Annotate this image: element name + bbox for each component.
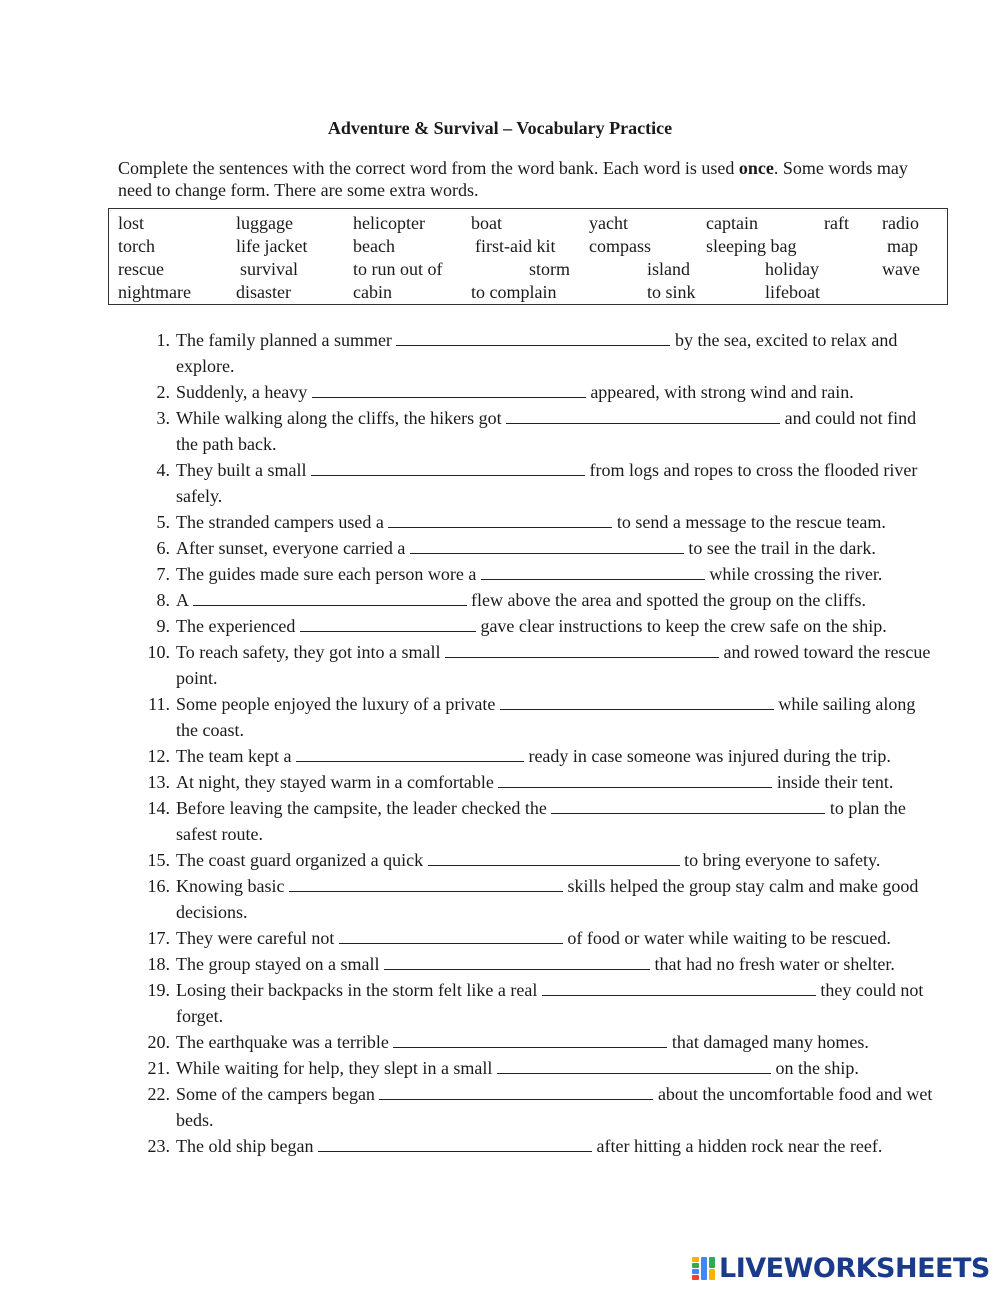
word-bank-word: beach xyxy=(353,236,395,256)
question-text-end: that had no fresh water or shelter. xyxy=(654,954,895,974)
question-text: The stranded campers used a xyxy=(176,512,384,532)
question-number: 21. xyxy=(147,1058,170,1078)
question-text: A xyxy=(176,590,189,610)
question-text: The team kept a xyxy=(176,746,292,766)
question-21 xyxy=(140,1055,940,1081)
page-title: Adventure & Survival – Vocabulary Practice xyxy=(327,118,673,138)
question-number: 14. xyxy=(147,798,170,818)
question-number: 22. xyxy=(147,1084,170,1104)
question-10 xyxy=(140,639,940,691)
answer-blank[interactable] xyxy=(384,954,650,970)
question-text: The coast guard organized a quick xyxy=(176,850,424,870)
question-text-end: flew above the area and spotted the group on the cliffs. xyxy=(471,590,867,610)
question-text-end: while crossing the river. xyxy=(709,564,883,584)
question-number: 12. xyxy=(147,746,170,766)
question-text-end: about the uncomfortable food and wet beds. xyxy=(176,1084,933,1130)
answer-blank[interactable] xyxy=(296,746,524,762)
question-number: 6. xyxy=(156,538,170,558)
question-19 xyxy=(140,977,940,1029)
word-bank-word: to sink xyxy=(647,282,696,302)
question-number: 19. xyxy=(147,980,170,1000)
answer-blank[interactable] xyxy=(500,694,774,710)
answer-blank[interactable] xyxy=(542,980,816,996)
word-bank-word: island xyxy=(647,259,690,279)
answer-blank[interactable] xyxy=(339,928,563,944)
question-number: 11. xyxy=(148,694,170,714)
question-17 xyxy=(140,925,940,951)
instructions xyxy=(118,157,918,201)
question-text: Before leaving the campsite, the leader checked the xyxy=(176,798,547,818)
question-text-end: to send a message to the rescue team. xyxy=(616,512,886,532)
question-text-end: and rowed toward the rescue point. xyxy=(176,642,931,688)
question-6 xyxy=(140,535,940,561)
question-number: 3. xyxy=(156,408,170,428)
word-bank-word: luggage xyxy=(236,213,293,233)
question-text: Some people enjoyed the luxury of a private xyxy=(176,694,496,714)
question-23 xyxy=(140,1133,940,1159)
question-text: Knowing basic xyxy=(176,876,285,896)
word-bank-word: captain xyxy=(706,213,758,233)
answer-blank[interactable] xyxy=(498,772,772,788)
logo-block xyxy=(709,1269,715,1280)
liveworksheets-logo-icon xyxy=(692,1256,716,1282)
question-3 xyxy=(140,405,940,457)
word-bank-word: lost xyxy=(118,213,145,233)
question-14 xyxy=(140,795,940,847)
word-bank-row xyxy=(109,259,947,281)
word-bank-row xyxy=(109,213,947,235)
question-12 xyxy=(140,743,940,769)
answer-blank[interactable] xyxy=(318,1136,592,1152)
question-13 xyxy=(140,769,940,795)
question-text-end: ready in case someone was injured during the trip. xyxy=(528,746,891,766)
question-number: 15. xyxy=(147,850,170,870)
question-7 xyxy=(140,561,940,587)
question-text-end: that damaged many homes. xyxy=(671,1032,869,1052)
answer-blank[interactable] xyxy=(388,512,612,528)
logo-block xyxy=(701,1257,707,1280)
instructions-text-end: . Some words may need to change form. There are some extra words. xyxy=(118,158,908,200)
question-text: While walking along the cliffs, the hikers got xyxy=(176,408,502,428)
question-15 xyxy=(140,847,940,873)
question-text: While waiting for help, they slept in a small xyxy=(176,1058,493,1078)
word-bank-word: compass xyxy=(589,236,651,256)
logo-block xyxy=(692,1269,699,1274)
question-text-end: of food or water while waiting to be rescued. xyxy=(567,928,891,948)
instructions-emphasis: once xyxy=(738,158,774,178)
question-number: 23. xyxy=(147,1136,170,1156)
question-text-end: to plan the safest route. xyxy=(176,798,906,844)
question-text-end: to see the trail in the dark. xyxy=(688,538,876,558)
question-number: 4. xyxy=(156,460,170,480)
question-text: The guides made sure each person wore a xyxy=(176,564,477,584)
question-text-end: inside their tent. xyxy=(776,772,894,792)
question-number: 10. xyxy=(147,642,170,662)
question-text-end: while sailing along the coast. xyxy=(176,694,916,740)
word-bank-word: rescue xyxy=(118,259,164,279)
question-1 xyxy=(140,327,940,379)
answer-blank[interactable] xyxy=(551,798,825,814)
word-bank-word: torch xyxy=(118,236,155,256)
question-11 xyxy=(140,691,940,743)
word-bank-word: cabin xyxy=(353,282,392,302)
logo-text: LIVEWORKSHEETS xyxy=(719,1253,990,1284)
question-text-end: from logs and ropes to cross the flooded river safely. xyxy=(176,460,918,506)
word-bank-word: to run out of xyxy=(353,259,443,279)
question-text: Suddenly, a heavy xyxy=(176,382,308,402)
word-bank-word: radio xyxy=(882,213,919,233)
word-bank-word: survival xyxy=(240,259,298,279)
question-text-end: on the ship. xyxy=(775,1058,859,1078)
question-text: They were careful not xyxy=(176,928,335,948)
answer-blank[interactable] xyxy=(497,1058,771,1074)
question-number: 9. xyxy=(156,616,170,636)
question-20 xyxy=(140,1029,940,1055)
question-number: 17. xyxy=(147,928,170,948)
question-text: Some of the campers began xyxy=(176,1084,375,1104)
question-number: 8. xyxy=(156,590,170,610)
question-text: Losing their backpacks in the storm felt like a real xyxy=(176,980,538,1000)
answer-blank[interactable] xyxy=(312,382,586,398)
answer-blank[interactable] xyxy=(300,616,476,632)
word-bank-word: storm xyxy=(529,259,571,279)
word-bank-word: holiday xyxy=(765,259,819,279)
question-9 xyxy=(140,613,940,639)
question-18 xyxy=(140,951,940,977)
word-bank-word: sleeping bag xyxy=(706,236,797,256)
liveworksheets-logo[interactable] xyxy=(692,1254,990,1284)
question-number: 20. xyxy=(147,1032,170,1052)
question-text: The family planned a summer xyxy=(176,330,392,350)
question-2 xyxy=(140,379,940,405)
word-bank-word: to complain xyxy=(471,282,557,302)
answer-blank[interactable] xyxy=(506,408,780,424)
instructions-text: Complete the sentences with the correct word from the word bank. Each word is used xyxy=(118,158,739,178)
question-text: To reach safety, they got into a small xyxy=(176,642,441,662)
question-text-end: appeared, with strong wind and rain. xyxy=(590,382,854,402)
answer-blank[interactable] xyxy=(396,330,670,346)
word-bank-word: first-aid kit xyxy=(475,236,556,256)
question-number: 16. xyxy=(147,876,170,896)
word-bank xyxy=(108,208,948,305)
word-bank-word: map xyxy=(887,236,918,256)
question-number: 7. xyxy=(156,564,170,584)
logo-block xyxy=(709,1257,715,1268)
question-number: 1. xyxy=(156,330,170,350)
question-text-end: to bring everyone to safety. xyxy=(684,850,881,870)
question-22 xyxy=(140,1081,940,1133)
word-bank-word: disaster xyxy=(236,282,291,302)
question-text-end: they could not forget. xyxy=(176,980,924,1026)
logo-block xyxy=(692,1263,699,1268)
answer-blank[interactable] xyxy=(289,876,563,892)
question-number: 5. xyxy=(156,512,170,532)
question-text-end: by the sea, excited to relax and explore. xyxy=(176,330,898,376)
answer-blank[interactable] xyxy=(379,1084,653,1100)
answer-blank[interactable] xyxy=(311,460,585,476)
answer-blank[interactable] xyxy=(428,850,680,866)
logo-block xyxy=(692,1257,699,1262)
question-text: The experienced xyxy=(176,616,296,636)
word-bank-word: nightmare xyxy=(118,282,191,302)
question-text: The old ship began xyxy=(176,1136,314,1156)
word-bank-row xyxy=(109,236,947,258)
answer-blank[interactable] xyxy=(410,538,684,554)
answer-blank[interactable] xyxy=(481,564,705,580)
answer-blank[interactable] xyxy=(445,642,719,658)
question-text-end: and could not find the path back. xyxy=(176,408,917,454)
question-text: After sunset, everyone carried a xyxy=(176,538,406,558)
word-bank-word: life jacket xyxy=(236,236,308,256)
word-bank-word: yacht xyxy=(589,213,628,233)
word-bank-word: raft xyxy=(824,213,849,233)
word-bank-row xyxy=(109,282,947,304)
question-5 xyxy=(140,509,940,535)
word-bank-word: wave xyxy=(882,259,920,279)
question-16 xyxy=(140,873,940,925)
answer-blank[interactable] xyxy=(193,590,467,606)
answer-blank[interactable] xyxy=(393,1032,667,1048)
question-text-end: skills helped the group stay calm and make good decisions. xyxy=(176,876,919,922)
question-text: The earthquake was a terrible xyxy=(176,1032,389,1052)
question-number: 2. xyxy=(156,382,170,402)
word-bank-word: helicopter xyxy=(353,213,425,233)
question-number: 13. xyxy=(147,772,170,792)
question-8 xyxy=(140,587,940,613)
question-text: At night, they stayed warm in a comfortable xyxy=(176,772,494,792)
question-text-end: gave clear instructions to keep the crew safe on the ship. xyxy=(480,616,887,636)
question-4 xyxy=(140,457,940,509)
question-text-end: after hitting a hidden rock near the reef. xyxy=(596,1136,883,1156)
word-bank-word: lifeboat xyxy=(765,282,820,302)
question-list xyxy=(140,327,940,1159)
word-bank-word: boat xyxy=(471,213,502,233)
question-text: They built a small xyxy=(176,460,307,480)
logo-block xyxy=(692,1275,699,1280)
question-number: 18. xyxy=(147,954,170,974)
question-text: The group stayed on a small xyxy=(176,954,380,974)
